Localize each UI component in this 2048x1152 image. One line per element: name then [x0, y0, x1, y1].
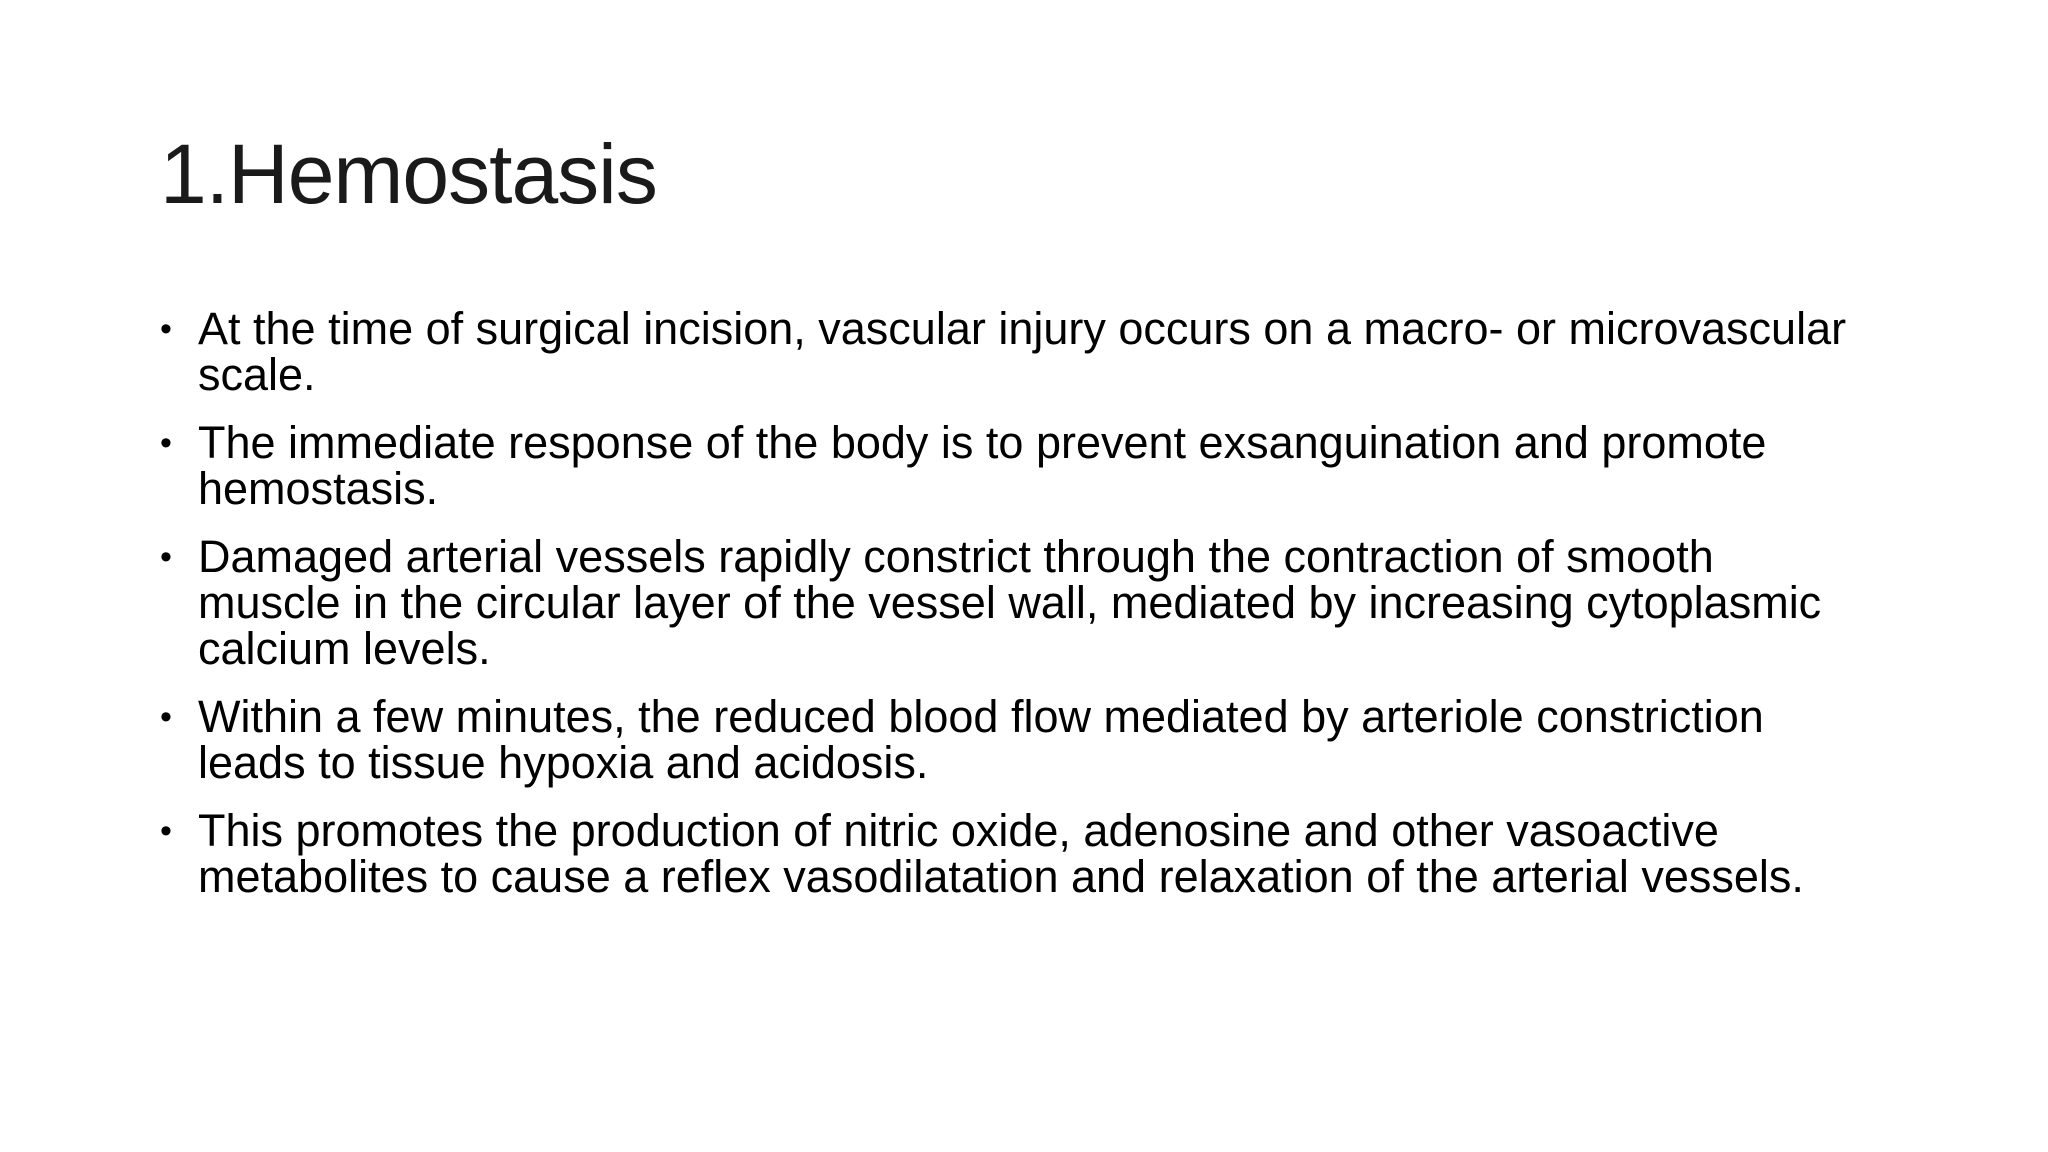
bullet-text: Within a few minutes, the reduced blood flow mediated by arteriole constriction leads to tissue hypoxia and acidosis.: [198, 691, 1764, 788]
slide-title: 1.Hemostasis: [160, 127, 657, 221]
bullet-text: This promotes the production of nitric oxide, adenosine and other vasoactive metabolites to cause a reflex vasodilatation and relaxation of the arterial vessels.: [198, 805, 1804, 902]
bullet-marker: •: [160, 538, 172, 576]
bullet-marker: •: [160, 424, 172, 462]
bullet-text: The immediate response of the body is to prevent exsanguination and promote hemostasis.: [198, 417, 1767, 514]
bullet-marker: •: [160, 698, 172, 736]
bullet-item: [160, 303, 1860, 400]
bullet-text: Damaged arterial vessels rapidly constrict through the contraction of smooth muscle in the circular layer of the vessel wall, mediated by increasing cytoplasmic calcium levels.: [198, 531, 1822, 674]
bullet-item: [160, 531, 1860, 674]
bullet-text: At the time of surgical incision, vascular injury occurs on a macro- or microvascular scale.: [198, 303, 1847, 400]
bullet-marker: •: [160, 310, 172, 348]
bullet-item: [160, 805, 1860, 902]
bullet-item: [160, 691, 1860, 788]
bullet-item: [160, 417, 1860, 514]
bullet-list: [160, 303, 1860, 922]
bullet-marker: •: [160, 812, 172, 850]
